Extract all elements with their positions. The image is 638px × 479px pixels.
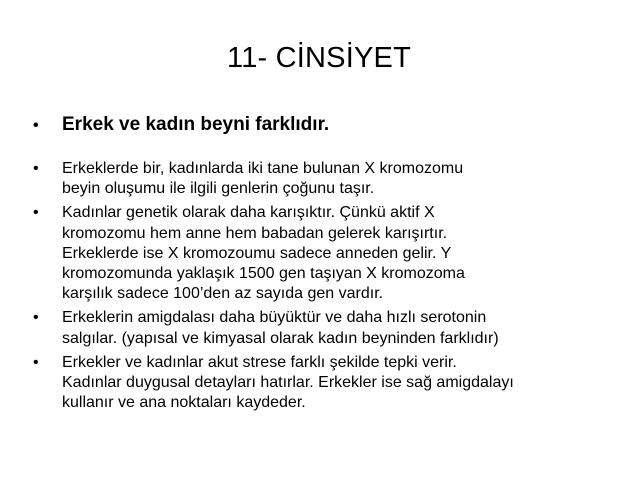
bullet-text-line: kromozomu hem anne hem babadan gelerek karışırtır. (62, 224, 448, 242)
bullet-item (30, 203, 620, 304)
bullet-text-line: Erkeklerin amigdalası daha büyüktür ve daha hızlı serotonin (62, 309, 487, 327)
bullet-text-line: Erkeklerde bir, kadınlarda iki tane bulunan X kromozomu (62, 160, 464, 177)
bullet-item (30, 112, 620, 138)
bullet-text-line: Erkeklerde ise X kromozoumu sadece anneden gelir. Y (62, 244, 452, 262)
bullet-text-line: Erkekler ve kadınlar akut strese farklı şekilde tepki verir. (62, 353, 457, 371)
bullet-text-line: kullanır ve ana noktaları kaydeder. (62, 394, 306, 412)
bullet-dot-icon: • (33, 309, 39, 327)
bullet-item (30, 159, 620, 199)
bullet-item (30, 308, 620, 348)
bullet-list (30, 112, 620, 417)
bullet-dot-icon: • (33, 117, 39, 134)
bullet-text-line: Erkek ve kadın beyni farklıdır. (62, 114, 330, 135)
bullet-text-line: beyin oluşumu ile ilgili genlerin çoğunu taşır. (62, 180, 375, 198)
bullet-dot-icon: • (33, 353, 39, 371)
bullet-text-line: kromozomunda yaklaşık 1500 gen taşıyan X kromozoma (62, 265, 465, 283)
bullet-text-line: karşılık sadece 100’den az sayıda gen vardır. (62, 285, 384, 303)
slide-title: 11- CİNSİYET (227, 42, 411, 74)
bullet-text-line: Kadınlar genetik olarak daha karışıktır. Çünkü aktif X (62, 204, 435, 222)
bullet-dot-icon: • (33, 160, 39, 177)
bullet-item (30, 353, 620, 414)
bullet-dot-icon: • (33, 204, 39, 222)
bullet-text-line: Kadınlar duygusal detayları hatırlar. Erkekler ise sağ amigdalayı (62, 374, 514, 392)
bullet-text-line: salgılar. (yapısal ve kimyasal olarak kadın beyninden farklıdır) (62, 329, 499, 347)
